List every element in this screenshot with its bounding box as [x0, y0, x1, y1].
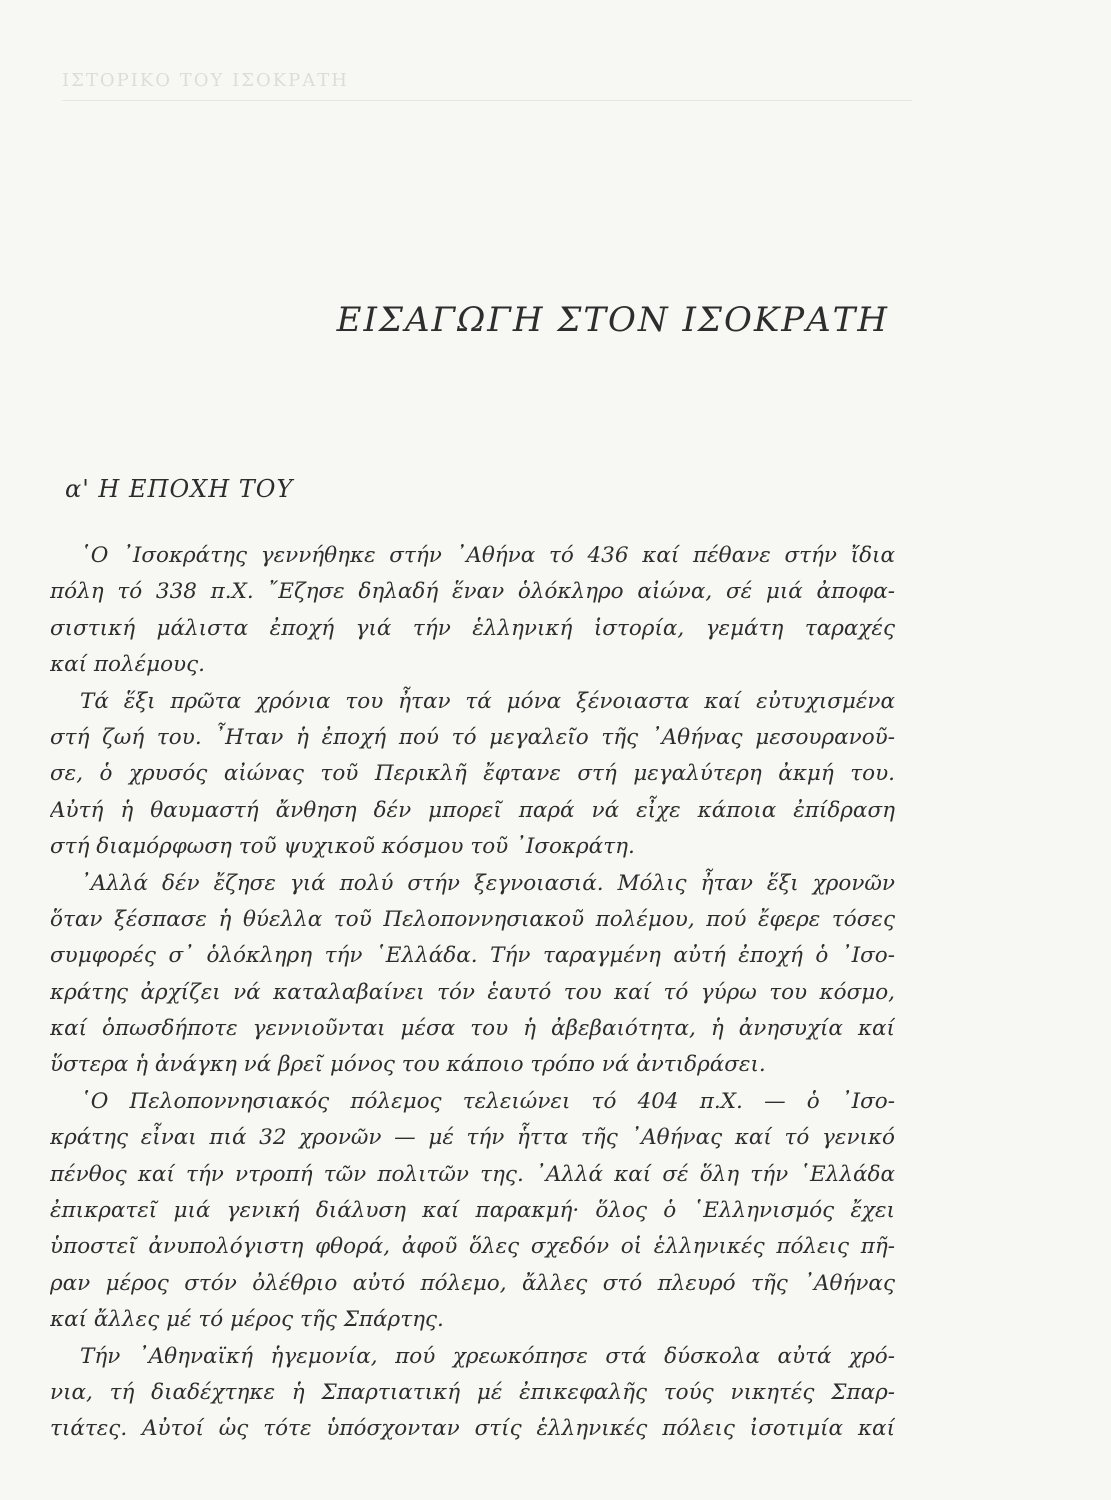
text-line: σε, ὁ χρυσός αἰώνας τοῦ Περικλῆ ἔφτανε στή μεγαλύτερη ἀκμή του. [50, 761, 895, 787]
text-line: στή ζωή του. ῏Ηταν ἡ ἐποχή πού τό μεγαλεῖο τῆς ᾿Αθήνας μεσουρανοῦ- [50, 724, 895, 750]
text-line: ραν μέρος στόν ὀλέθριο αὐτό πόλεμο, ἄλλες στό πλευρό τῆς ᾿Αθήνας [50, 1270, 895, 1296]
text-line: ἐπικρατεῖ μιά γενική διάλυση καί παρακμή· ὅλος ὁ ῾Ελληνισμός ἔχει [50, 1198, 895, 1224]
text-line: τιάτες. Αὐτοί ὡς τότε ὑπόσχονταν στίς ἑλληνικές πόλεις ἰσοτιμία καί [50, 1416, 895, 1442]
text-line: καί ὁπωσδήποτε γεννιοῦνται μέσα του ἡ ἀβεβαιότητα, ἡ ἀνησυχία καί [50, 1016, 895, 1042]
section-heading: α' Η ΕΠΟΧΗ ΤΟΥ [65, 475, 294, 503]
page-title: ΕΙΣΑΓΩΓΗ ΣΤΟΝ ΙΣΟΚΡΑΤΗ [336, 300, 889, 340]
text-line: ὕστερα ἡ ἀνάγκη νά βρεῖ μόνος του κάποιο τρόπο νά ἀντιδράσει. [50, 1052, 766, 1078]
bleed-through-header: ΙΣΤΟΡΙΚΟ ΤΟΥ ΙΣΟΚΡΑΤΗ [62, 70, 349, 91]
text-line: σιστική μάλιστα ἐποχή γιά τήν ἑλληνική ἱστορία, γεμάτη ταραχές [50, 615, 895, 641]
text-line: πένθος καί τήν ντροπή τῶν πολιτῶν της. ᾿Αλλά καί σέ ὅλη τήν ῾Ελλάδα [50, 1161, 895, 1187]
text-line: ᾿Αλλά δέν ἔζησε γιά πολύ στήν ξεγνοιασιά. Μόλις ἦταν ἕξι χρονῶν [80, 870, 895, 896]
text-line: καί πολέμους. [50, 652, 205, 678]
text-line: ὑποστεῖ ἀνυπολόγιστη φθορά, ἀφοῦ ὅλες σχεδόν οἱ ἑλληνικές πόλεις πῆ- [50, 1234, 895, 1260]
text-line: Τήν ᾿Αθηναϊκή ἡγεμονία, πού χρεωκόπησε στά δύσκολα αὐτά χρό- [80, 1343, 895, 1369]
text-line: κράτης εἶναι πιά 32 χρονῶν — μέ τήν ἧττα τῆς ᾿Αθήνας καί τό γενικό [50, 1125, 895, 1151]
text-line: Τά ἕξι πρῶτα χρόνια του ἦταν τά μόνα ξένοιαστα καί εὐτυχισμένα [80, 688, 895, 714]
text-line: στή διαμόρφωση τοῦ ψυχικοῦ κόσμου τοῦ ᾿Ισοκράτη. [50, 834, 635, 860]
text-line: συμφορές σ᾿ ὁλόκληρη τήν ῾Ελλάδα. Τήν ταραγμένη αὐτή ἐποχή ὁ ᾿Ισο- [50, 943, 895, 969]
text-line: νια, τή διαδέχτηκε ἡ Σπαρτιατική μέ ἐπικεφαλῆς τούς νικητές Σπαρ- [50, 1379, 895, 1405]
text-line: ῾Ο ᾿Ισοκράτης γεννήθηκε στήν ᾿Αθήνα τό 436 καί πέθανε στήν ἴδια [80, 543, 895, 568]
text-line: ῾Ο Πελοποννησιακός πόλεμος τελειώνει τό 404 π.Χ. — ὁ ᾿Ισο- [80, 1088, 895, 1114]
body-text [50, 538, 895, 1448]
text-line: καί ἄλλες μέ τό μέρος τῆς Σπάρτης. [50, 1307, 444, 1333]
text-line: Αὐτή ἡ θαυμαστή ἄνθηση δέν μπορεῖ παρά νά εἶχε κάποια ἐπίδραση [50, 797, 895, 823]
bleed-through-rule [62, 100, 912, 101]
text-line: ὅταν ξέσπασε ἡ θύελλα τοῦ Πελοποννησιακοῦ πολέμου, πού ἔφερε τόσες [50, 906, 895, 932]
text-line: κράτης ἀρχίζει νά καταλαβαίνει τόν ἑαυτό του καί τό γύρω του κόσμο, [50, 979, 895, 1005]
text-line: πόλη τό 338 π.Χ. ῎Εζησε δηλαδή ἕναν ὁλόκληρο αἰώνα, σέ μιά ἀποφα- [50, 579, 895, 605]
